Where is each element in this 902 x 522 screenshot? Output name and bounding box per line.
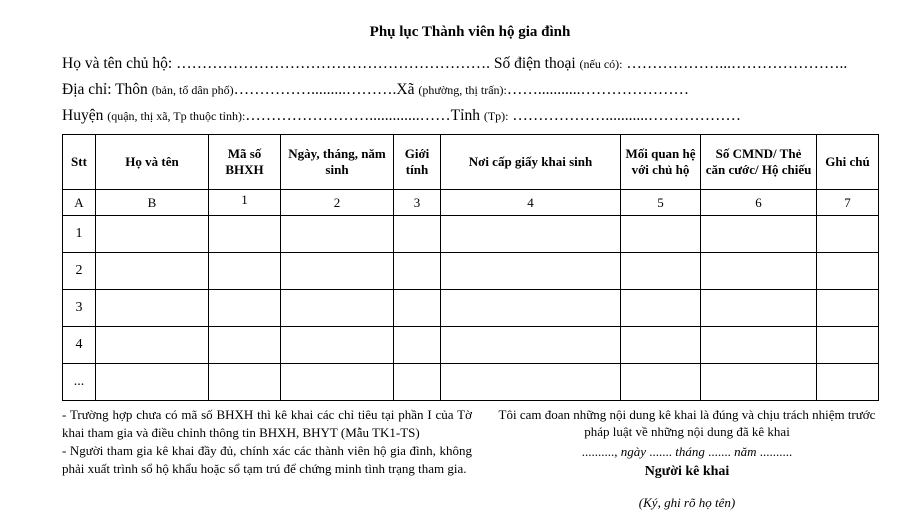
empty-cell xyxy=(96,364,209,401)
field-line-address xyxy=(62,77,878,103)
empty-cell xyxy=(96,216,209,253)
col-header-birth-cert-place: Nơi cấp giấy khai sinh xyxy=(441,135,621,190)
date-month-label: tháng xyxy=(675,444,705,459)
commune-blank: ……...........………………… xyxy=(506,81,689,98)
province-label: Tỉnh xyxy=(450,107,480,124)
date-year-blank: .......... xyxy=(759,444,793,459)
footer-note-2: - Người tham gia kê khai đầy đủ, chính xác các thành viên hộ gia đình, không phải xuất trình sổ hộ khẩu hoặc sổ tạm trú để chứng minh tình trạng tham gia. xyxy=(62,443,472,476)
col-header-relationship: Mối quan hệ với chủ hộ xyxy=(621,135,701,190)
head-of-household-label: Họ và tên chủ hộ: xyxy=(62,55,173,72)
col-header-social-insurance-code: Mã số BHXH xyxy=(209,135,281,190)
row-number: 4 xyxy=(63,327,96,364)
commune-label: Xã xyxy=(396,81,415,98)
footer xyxy=(62,406,878,511)
empty-cell xyxy=(394,253,441,290)
footer-notes xyxy=(62,406,472,511)
empty-cell xyxy=(441,364,621,401)
field-line-household-head xyxy=(62,51,878,77)
empty-cell xyxy=(281,216,394,253)
subheader-cell-2: 2 xyxy=(281,190,394,216)
empty-cell xyxy=(209,290,281,327)
subheader-cell-4: 4 xyxy=(441,190,621,216)
col-header-notes: Ghi chú xyxy=(817,135,879,190)
district-note: (quận, thị xã, Tp thuộc tỉnh): xyxy=(107,109,246,123)
empty-cell xyxy=(817,290,879,327)
col-header-stt: Stt xyxy=(63,135,96,190)
empty-cell xyxy=(621,216,701,253)
empty-cell xyxy=(394,327,441,364)
empty-cell xyxy=(701,253,817,290)
subheader-cell-7: 7 xyxy=(817,190,879,216)
commune-note: (phường, thị trấn): xyxy=(418,83,507,97)
table-row-4 xyxy=(63,327,879,364)
empty-cell xyxy=(441,290,621,327)
empty-cell xyxy=(817,216,879,253)
district-blank: …………………….............…… xyxy=(245,107,451,124)
empty-cell xyxy=(96,253,209,290)
district-label: Huyện xyxy=(62,107,104,124)
subheader-cell-a: A xyxy=(63,190,96,216)
empty-cell xyxy=(701,364,817,401)
table-subheader-row xyxy=(63,190,879,216)
address-note: (bản, tổ dân phố) xyxy=(151,83,234,97)
empty-cell xyxy=(281,290,394,327)
date-year-label: năm xyxy=(734,444,757,459)
empty-cell xyxy=(817,253,879,290)
empty-cell xyxy=(621,327,701,364)
empty-cell xyxy=(281,253,394,290)
signer-note: (Ký, ghi rõ họ tên) xyxy=(638,495,736,510)
footer-note-1: - Trường hợp chưa có mã số BHXH thì kê khai các chỉ tiêu tại phần I của Tờ khai tham gia và điều chỉnh thông tin BHXH, BHYT (Mẫu TK1-TS) xyxy=(62,407,472,440)
row-number: 3 xyxy=(63,290,96,327)
empty-cell xyxy=(441,327,621,364)
empty-cell xyxy=(209,364,281,401)
page-title: Phụ lục Thành viên hộ gia đình xyxy=(369,24,571,40)
row-number: ... xyxy=(63,364,96,401)
subheader-cell-3: 3 xyxy=(394,190,441,216)
empty-cell xyxy=(701,327,817,364)
empty-cell xyxy=(817,327,879,364)
empty-cell xyxy=(96,290,209,327)
phone-blank: ………………...………………….. xyxy=(626,55,848,72)
table-row-more xyxy=(63,364,879,401)
empty-cell xyxy=(701,290,817,327)
row-number: 2 xyxy=(63,253,96,290)
household-members-table xyxy=(62,134,879,401)
empty-cell xyxy=(96,327,209,364)
row-number: 1 xyxy=(63,216,96,253)
field-line-district xyxy=(62,103,878,129)
declaration-text: Tôi cam đoan những nội dung kê khai là đúng và chịu trách nhiệm trước pháp luật về những nội dung đã kê khai xyxy=(498,407,876,439)
subheader-cell-6: 6 xyxy=(701,190,817,216)
table-row-3 xyxy=(63,290,879,327)
empty-cell xyxy=(701,216,817,253)
date-month-blank: ....... xyxy=(708,444,731,459)
subheader-cell-b: B xyxy=(96,190,209,216)
empty-cell xyxy=(209,327,281,364)
subheader-cell-5: 5 xyxy=(621,190,701,216)
address-blank: …………….........………. xyxy=(233,81,397,98)
date-place-blank: .........., xyxy=(581,444,618,459)
empty-cell xyxy=(281,364,394,401)
phone-note: (nếu có): xyxy=(579,57,623,71)
col-header-id-number: Số CMND/ Thẻ căn cước/ Hộ chiếu xyxy=(701,135,817,190)
table-header-row xyxy=(63,135,879,190)
date-day-label: ngày xyxy=(620,444,646,459)
col-header-birth-date: Ngày, tháng, năm sinh xyxy=(281,135,394,190)
province-note: (Tp): xyxy=(483,109,509,123)
col-header-full-name: Họ và tên xyxy=(96,135,209,190)
empty-cell xyxy=(621,253,701,290)
empty-cell xyxy=(209,216,281,253)
province-blank: ………………...........……………… xyxy=(512,107,741,124)
subheader-cell-1: 1 xyxy=(209,190,281,216)
head-of-household-blank: ……………………………………………………. xyxy=(176,55,490,72)
table-row-1 xyxy=(63,216,879,253)
empty-cell xyxy=(394,290,441,327)
empty-cell xyxy=(394,216,441,253)
empty-cell xyxy=(209,253,281,290)
table-row-2 xyxy=(63,253,879,290)
signer-title: Người kê khai xyxy=(644,464,730,479)
footer-declaration-block xyxy=(472,406,878,511)
date-line xyxy=(496,443,878,460)
empty-cell xyxy=(621,290,701,327)
date-day-blank: ....... xyxy=(649,444,672,459)
empty-cell xyxy=(817,364,879,401)
empty-cell xyxy=(441,253,621,290)
empty-cell xyxy=(281,327,394,364)
empty-cell xyxy=(441,216,621,253)
phone-label: Số điện thoại xyxy=(493,55,576,72)
col-header-gender: Giới tính xyxy=(394,135,441,190)
address-label: Địa chỉ: Thôn xyxy=(62,81,148,98)
empty-cell xyxy=(394,364,441,401)
empty-cell xyxy=(621,364,701,401)
